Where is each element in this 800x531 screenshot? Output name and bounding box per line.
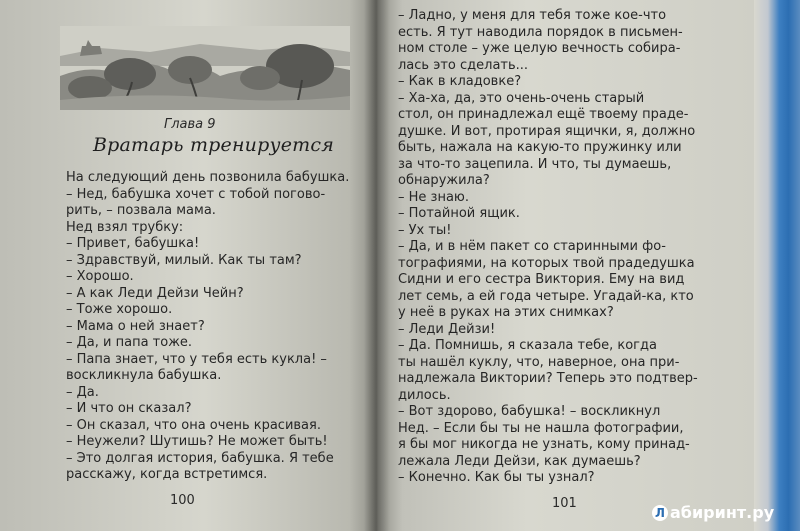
left-text-line: – А как Леди Дейзи Чейн? [66, 285, 244, 301]
right-text-line: лась это сделать... [398, 57, 529, 73]
left-text-line: Нед взял трубку: [66, 219, 184, 235]
left-text-line: – Да. [66, 384, 99, 400]
right-text-line: у неё в руках на этих снимках? [398, 305, 614, 320]
right-text-line: быть, нажала на какую-то пружинку или [398, 140, 682, 155]
right-text-line: стол, он принадлежал ещё твоему праде- [398, 107, 689, 122]
book-cover-edge [754, 0, 800, 531]
left-text-line: – Хорошо. [66, 269, 134, 284]
right-text-line: есть. Я тут наводила порядок в письмен- [398, 24, 683, 40]
right-text-line: обнаружила? [398, 173, 490, 188]
right-text-line: тографиями, на которых твой прадедушка [398, 255, 695, 271]
right-text-line: лет семь, а ей года четыре. Угадай-ка, кто [398, 288, 694, 304]
chapter-label: Глава 9 [164, 117, 216, 132]
watermark [652, 503, 774, 522]
page-number-left: 100 [170, 493, 195, 508]
left-text-line: – Папа знает, что у тебя есть кукла! – [66, 351, 327, 367]
left-text-line: – Привет, бабушка! [66, 236, 200, 251]
left-text-line: – И что он сказал? [66, 401, 192, 416]
right-text-line: за что-то зацепила. И что, ты думаешь, [398, 156, 672, 172]
right-text-line: – Как в кладовке? [398, 74, 522, 89]
right-text-line: дилось. [398, 387, 451, 403]
left-text-line: – Мама о ней знает? [66, 318, 205, 334]
watermark-text: абиринт.ру [670, 503, 775, 522]
left-text-line: – Нед, бабушка хочет с тобой погово- [66, 186, 326, 202]
right-text-line: ном столе – уже целую вечность собира- [398, 41, 681, 56]
right-text-line: надлежала Виктории? Теперь это подтвер- [398, 371, 698, 386]
right-text-line: ты нашёл куклу, что, наверное, она при- [398, 354, 680, 370]
page-number-right: 101 [552, 496, 577, 511]
right-text-line: – Не знаю. [398, 189, 469, 205]
right-text-line: – Вот здорово, бабушка! – воскликнул [398, 404, 661, 419]
labirint-logo-icon: Л [652, 505, 668, 521]
right-text-line: – Потайной ящик. [398, 206, 520, 221]
right-text-line: Сидни и его сестра Виктория. Ему на вид [398, 272, 685, 287]
right-page [376, 0, 754, 531]
left-text-line: расскажу, когда встретимся. [66, 467, 268, 482]
right-text-line: я бы мог никогда не узнать, кому принад- [398, 437, 690, 452]
right-text-line: Нед. – Если бы ты не нашла фотографии, [398, 420, 684, 436]
left-text-line: – Тоже хорошо. [66, 302, 173, 317]
right-text-line: – Леди Дейзи! [398, 321, 496, 337]
book-gutter-shadow [364, 0, 390, 531]
left-text-line: – Здравствуй, милый. Как ты там? [66, 252, 302, 268]
left-text-line: – Неужели? Шутишь? Не может быть! [66, 434, 328, 449]
left-text-line: рить, – позвала мама. [66, 203, 216, 218]
left-text-line: – Он сказал, что она очень красивая. [66, 417, 321, 433]
chapter-title: Вратарь тренируется [93, 134, 334, 156]
left-text-line: – Да, и папа тоже. [66, 335, 193, 350]
left-text-line: – Это долгая история, бабушка. Я тебе [66, 450, 334, 466]
chapter-illustration [60, 26, 350, 110]
left-text-line: На следующий день позвонила бабушка. [66, 170, 350, 185]
right-text-line: душке. И вот, протирая ящички, я, должно [398, 123, 696, 139]
right-text-line: – Конечно. Как бы ты узнал? [398, 470, 595, 485]
right-text-line: – Да, и в нём пакет со старинными фо- [398, 239, 666, 254]
left-text-line: воскликнула бабушка. [66, 368, 222, 383]
left-page [0, 0, 376, 531]
right-text-line: – Ха-ха, да, это очень-очень старый [398, 90, 645, 106]
right-text-line: лежала Леди Дейзи, как думаешь? [398, 453, 641, 469]
right-text-line: – Да. Помнишь, я сказала тебе, когда [398, 338, 657, 353]
right-text-line: – Ладно, у меня для тебя тоже кое-что [398, 8, 667, 23]
right-text-line: – Ух ты! [398, 222, 452, 238]
